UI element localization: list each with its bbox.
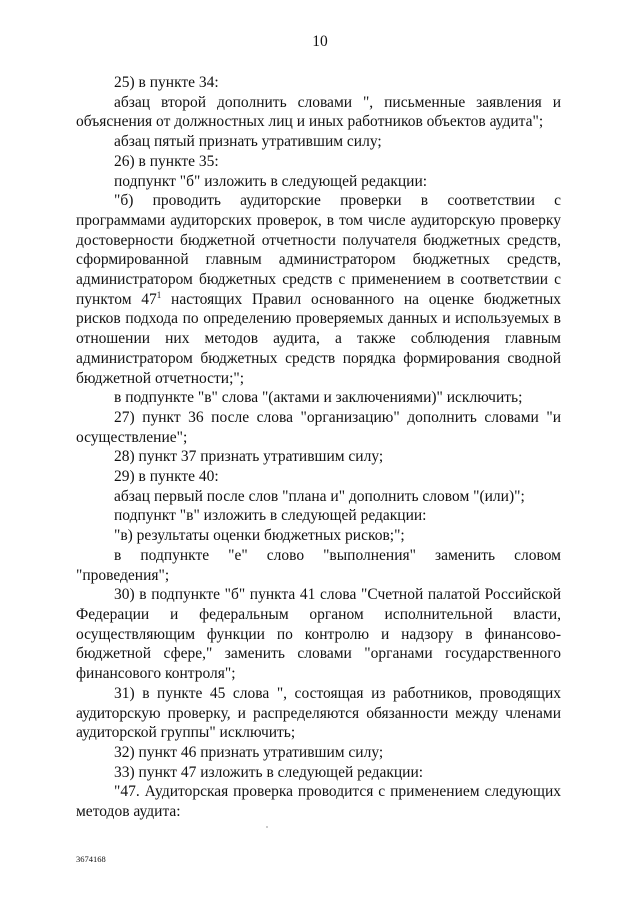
paragraph-28: 28) пункт 37 признать утратившим силу; — [114, 448, 384, 466]
paragraph-26-1: подпункт "б" изложить в следующей редакции: — [114, 172, 428, 190]
paragraph-29: 29) в пункте 40: — [114, 468, 219, 486]
paragraph-25: 25) в пункте 34: — [114, 74, 219, 91]
paragraph-29-1: абзац первый после слов "плана и" дополнить словом "(или)"; — [114, 487, 525, 505]
footnote-superscript: 1 — [156, 289, 162, 300]
paragraph-29-4: в подпункте "е" слово "выполнения" заменить словом "проведения"; — [76, 546, 561, 584]
paragraph-33: 33) пункт 47 изложить в следующей редакции: — [114, 763, 424, 781]
document-code: 3674168 — [76, 854, 106, 864]
scan-speck — [266, 826, 268, 828]
paragraph-30: 30) в подпункте "б" пункта 41 слова "Счетной палатой Российской Федерации и федеральным органом исполнительной власти, осуществляющим функции по контролю и надзору в финансово-бюджетной сфере," заменить словами "органами государственного финансового контроля"; — [76, 586, 561, 683]
paragraph-29-2: подпункт "в" изложить в следующей редакции: — [114, 507, 427, 525]
paragraph-32: 32) пункт 46 признать утратившим силу; — [114, 743, 384, 761]
page-number: 10 — [312, 33, 328, 50]
paragraph-29-3: "в) результаты оценки бюджетных рисков;"; — [114, 527, 405, 545]
paragraph-31: 31) в пункте 45 слова ", состоящая из работников, проводящих аудиторскую проверку, и распределяются обязанности между членами аудиторской группы" исключить; — [76, 684, 561, 742]
paragraph-25-2: абзац пятый признать утратившим силу; — [114, 133, 382, 151]
document-body — [76, 73, 561, 822]
paragraph-47: "47. Аудиторская проверка проводится с применением следующих методов аудита: — [76, 783, 561, 821]
paragraph-26: 26) в пункте 35: — [114, 152, 219, 170]
paragraph-27: 27) пункт 36 после слова "организацию" дополнить словами "и осуществление"; — [76, 408, 561, 446]
paragraph-26-v: в подпункте "в" слова "(актами и заключениями)" исключить; — [114, 389, 523, 407]
paragraph-26-b: "б) проводить аудиторские проверки в соответствии с программами аудиторских проверок, в том числе аудиторскую проверку достоверности бюджетной отчетности получателя бюджетных средств, сформированной главным администратором бюджетных средств, администратором бюджетных средств с применением в соответствии с пунктом $47^1$ настоящих Правил основанного на оценке бюджетных рисков подхода по определению проверяемых данных и используемых в отношении них методов аудита, а также соблюдения главным администратором бюджетных средств порядка формирования сводной бюджетной отчетности;"; — [76, 192, 562, 387]
paragraph-25-1: абзац второй дополнить словами ", письменные заявления и объяснения от должностных лиц и иных работников объектов аудита"; — [76, 93, 561, 131]
